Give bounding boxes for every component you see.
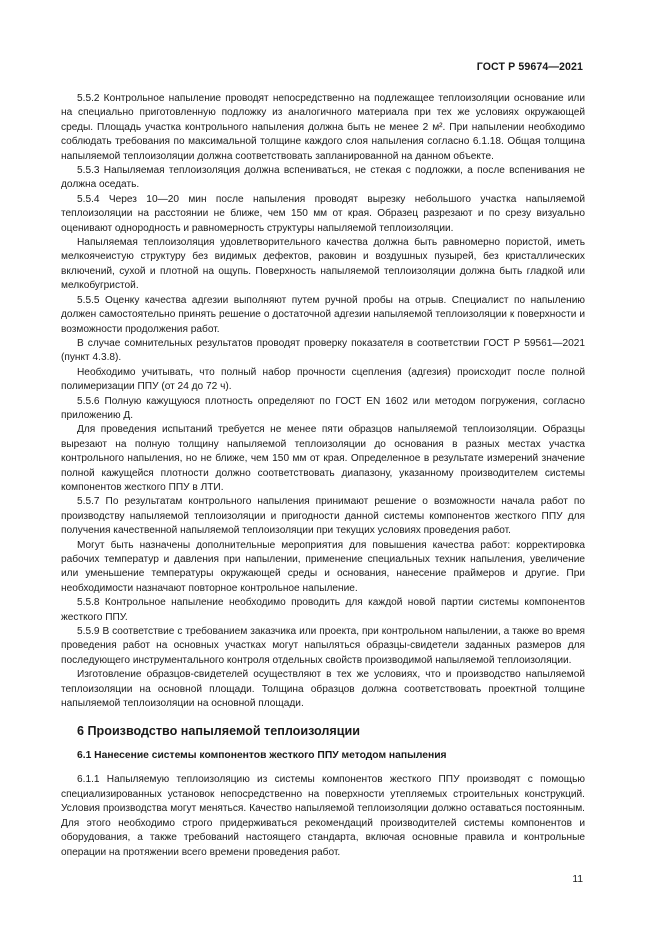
paragraph-5-5-3: 5.5.3 Напыляемая теплоизоляция должна вспениваться, не стекая с подложки, а после вспенивания не должна оседать. xyxy=(61,165,585,191)
paragraph-witness-samples: Изготовление образцов-свидетелей осуществляют в тех же условиях, что и производство напыляемой теплоизоляции на основной площади. Толщина образцов должна соответствовать проектной толщине напыляемой теплоизоляции на основной площади. xyxy=(61,669,585,710)
paragraph-quality-requirements: Напыляемая теплоизоляция удовлетворительного качества должна быть равномерно пористой, иметь мелкоячеистую структуру без видимых дефектов, раковин и воздушных пузырей, без кристаллических включений, сухой и плотной на ощупь. Поверхность напыляемой теплоизоляции должна быть гладкой или мелкобугристой. xyxy=(61,237,585,292)
paragraph-samples: Для проведения испытаний требуется не менее пяти образцов напыляемой теплоизоляции. Образцы вырезают на полную толщину напыляемой теплоизоляции до основания в разных местах участка контрольного напыления, но не ближе, чем 150 мм от края. Определенное в результате измерений значение полной кажущейся плотности должно соответствовать диапазону, указанному производителем системы компонентов жесткого ППУ в ЛТИ. xyxy=(61,424,585,493)
paragraph-5-5-7: 5.5.7 По результатам контрольного напыления принимают решение о возможности начала работ по производству напыляемой теплоизоляции и пригодности данной системы компонентов жесткого ППУ для получения качественной напыляемой теплоизоляции при текущих условиях проведения работ. xyxy=(61,496,585,537)
paragraph-doubtful-results: В случае сомнительных результатов проводят проверку показателя в соответствии ГОСТ Р 59561—2021 (пункт 4.3.8). xyxy=(61,337,585,364)
paragraph-5-5-2: 5.5.2 Контрольное напыление проводят непосредственно на подлежащее теплоизоляции основание или на специально приготовленную подложку из аналогичного материала при тех же условиях окружающей среды. Площадь участка контрольного напыления должна быть не менее 2 м². При напылении необходимо соблюдать требования по максимальной толщине каждого слоя напыления согласно 6.1.18. Общая толщина напыляемой теплоизоляции должна соответствовать запланированной на данном объекте. xyxy=(61,93,585,162)
paragraph-5-5-6: 5.5.6 Полную кажущуюся плотность определяют по ГОСТ EN 1602 или методом погружения, согласно приложению Д. xyxy=(61,395,585,421)
document-code-header: ГОСТ Р 59674—2021 xyxy=(476,61,583,73)
paragraph-adhesion-note: Необходимо учитывать, что полный набор прочности сцепления (адгезия) происходит после полной полимеризации ППУ (от 24 до 72 ч). xyxy=(61,366,585,393)
paragraph-5-5-5: 5.5.5 Оценку качества адгезии выполняют путем ручной пробы на отрыв. Специалист по напылению должен самостоятельно принять решение о достаточной адгезии напыляемой теплоизоляции к поверхности и возможности продолжения работ. xyxy=(61,294,585,335)
paragraph-5-5-9: 5.5.9 В соответствие с требованием заказчика или проекта, при контрольном напылении, а также во время проведения работ на основных участках могут напыляться образцы-свидетели заданных размеров для последующего инструментального контроля отдельных свойств производимой напыляемой теплоизоляции. xyxy=(61,626,585,666)
paragraph-5-5-4: 5.5.4 Через 10—20 мин после напыления проводят вырезку небольшого участка напыляемой теплоизоляции на расстоянии не ближе, чем 150 мм от края. Образец разрезают и по срезу визуально оценивают однородность и равномерность структуры напыляемой теплоизоляции. xyxy=(61,193,585,234)
paragraph-5-5-8: 5.5.8 Контрольное напыление необходимо проводить для каждой новой партии системы компонентов жесткого ППУ. xyxy=(61,597,585,623)
paragraph-additional-measures: Могут быть назначены дополнительные мероприятия для повышения качества работ: корректировка рабочих температур и давления при напылении, применение специальных техник напыления, увеличение или уменьшение температуры окружающей среды и основания, нанесение праймеров и другие. При необходимости назначают повторное контрольное напыление. xyxy=(61,539,585,594)
subsection-title: 6.1 Нанесение системы компонентов жесткого ППУ методом напыления xyxy=(77,750,447,762)
section-title: 6 Производство напыляемой теплоизоляции xyxy=(77,724,361,739)
paragraph-6-1-1: 6.1.1 Напыляемую теплоизоляцию из системы компонентов жесткого ППУ производят с помощью специализированных установок непосредственно на поверхности утепляемых строительных конструкций. Условия производства могут меняться. Качество напыляемой теплоизоляции должно оставаться постоянным. Для этого необходимо строго придерживаться рекомендаций производителей системы компонентов и оборудования, а также требований настоящего стандарта, включая основные правила и контрольные операции на протяжении всего времени проведения работ. xyxy=(61,774,585,858)
page-number: 11 xyxy=(572,874,583,885)
page-content xyxy=(61,92,585,860)
